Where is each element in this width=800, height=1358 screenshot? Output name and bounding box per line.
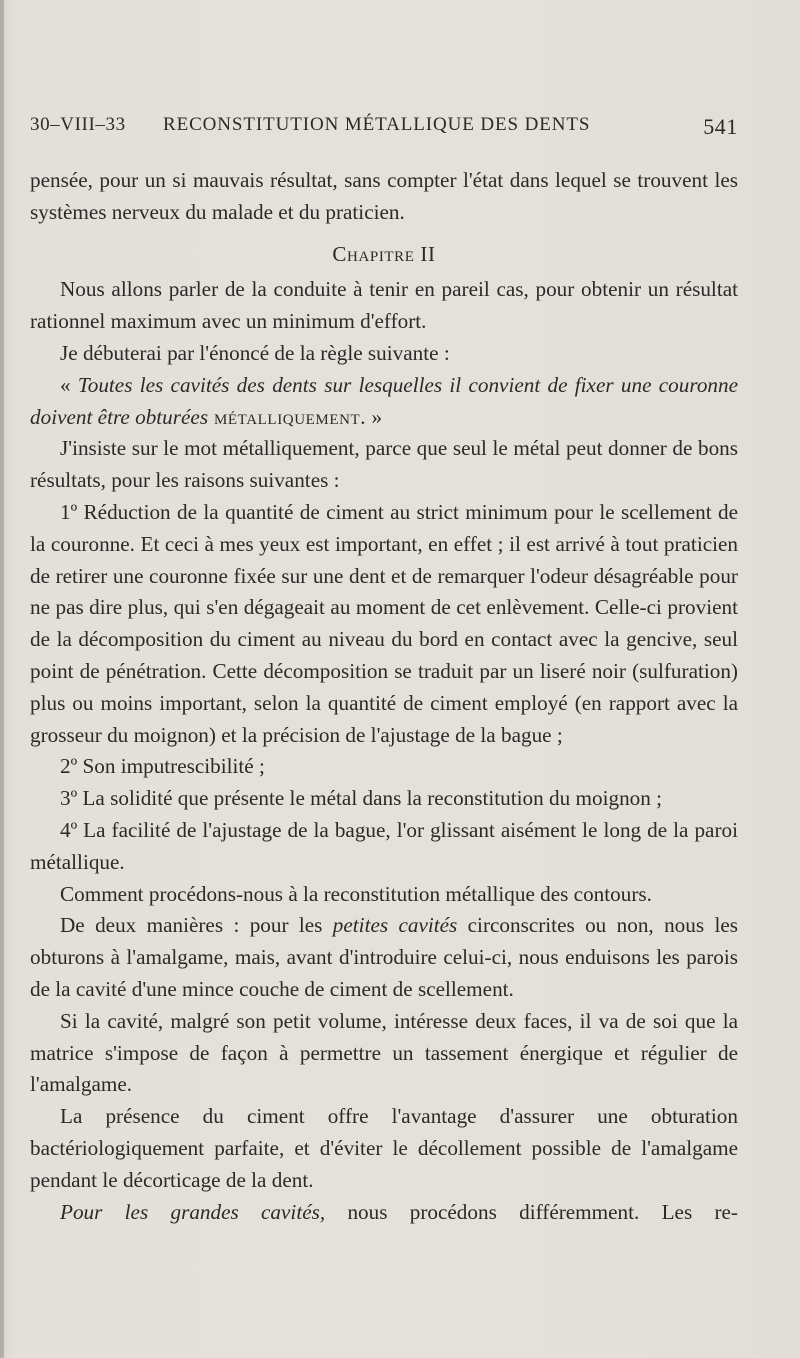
paragraph	[30, 1197, 738, 1229]
paragraph: Comment procédons-nous à la reconstitution métallique des contours.	[60, 881, 652, 906]
emphasis-italic: Pour les grandes cavités,	[60, 1199, 326, 1224]
paragraph	[30, 910, 738, 1005]
header-running-title: RECONSTITUTION MÉTALLIQUE DES DENTS	[163, 114, 591, 135]
emphasis-italic: petites cavités	[332, 913, 458, 938]
list-item-3: 3º La solidité que présente le métal dans la reconstitution du moignon ;	[60, 786, 663, 811]
rule-text-small-caps: métalliquement.	[208, 404, 367, 429]
paragraph: Je débuterai par l'énoncé de la règle suivante :	[60, 340, 450, 365]
text-run: De deux manières : pour les	[60, 913, 333, 938]
paragraph: La présence du ciment offre l'avantage d'assurer une obturation bactériologiquement parfaite, et d'éviter le décollement possible de l'amalgame pendant le décorticage de la dent.	[30, 1104, 738, 1192]
paragraph: Nous allons parler de la conduite à tenir en pareil cas, pour obtenir un résultat rationnel maximum avec un minimum d'effort.	[30, 277, 738, 334]
list-item-2: 2º Son imputrescibilité ;	[60, 754, 265, 779]
text-run: circonscrites ou non, nous les obturons à l'amalgame, mais, avant d'introduire celui-ci, nous enduisons les parois de la cavité d'une mince couche de ciment de scellement.	[30, 913, 738, 1001]
page-edge-shadow	[0, 0, 4, 1358]
text-run: nous procédons différemment. Les re-	[325, 1199, 738, 1224]
quote-open: «	[60, 372, 78, 397]
list-item-4: 4º La facilité de l'ajustage de la bague, l'or glissant aisément le long de la paroi métallique.	[30, 817, 738, 874]
running-header	[30, 114, 738, 144]
rule-text-italic: Toutes les cavités des dents sur lesquelles il convient de fixer une couronne doivent être obturées	[30, 372, 739, 429]
quote-close: »	[366, 404, 383, 429]
page-number: 541	[703, 114, 738, 139]
list-item-1: 1º Réduction de la quantité de ciment au strict minimum pour le scellement de la couronne. Et ceci à mes yeux est important, en effet ; il est arrivé à tout praticien de retirer une couronne fixée sur une dent et de remarquer l'odeur désagréable pour ne pas dire plus, qui s'en dégageait au moment de cet enlèvement. Celle-ci provient de la décomposition du ciment au niveau du bord en contact avec la gencive, seul point de pénétration. Cette décomposition se traduit par un liseré noir (sulfuration) plus ou moins important, selon la quantité de ciment employé (en rapport avec la grosseur du moignon) et la précision de l'ajustage de la bague ;	[30, 499, 738, 747]
body-text	[30, 165, 738, 1228]
paragraph: J'insiste sur le mot métalliquement, parce que seul le métal peut donner de bons résultats, pour les raisons suivantes :	[30, 436, 738, 493]
header-date: 30–VIII–33	[30, 114, 126, 135]
paragraph: Si la cavité, malgré son petit volume, intéresse deux faces, il va de soi que la matrice s'impose de façon à permettre un tassement énergique et régulier de l'amalgame.	[30, 1008, 738, 1097]
rule-quote	[30, 370, 738, 434]
paragraph-continuation: pensée, pour un si mauvais résultat, sans compter l'état dans lequel se trouvent les systèmes nerveux du malade et du praticien.	[30, 168, 738, 224]
chapter-title: Chapitre II	[332, 241, 436, 266]
